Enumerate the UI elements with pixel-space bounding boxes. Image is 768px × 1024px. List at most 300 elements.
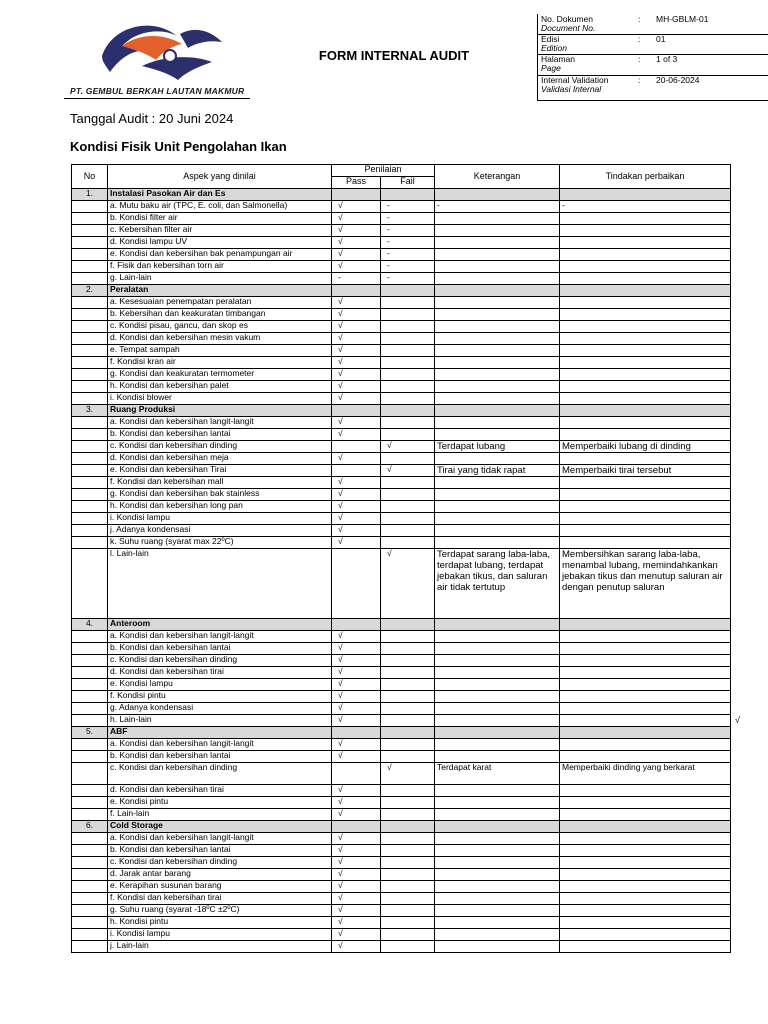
table-row xyxy=(72,739,731,751)
empty-cell xyxy=(435,189,560,201)
tindakan-cell xyxy=(560,691,731,703)
fail-cell xyxy=(381,881,435,893)
table-row xyxy=(72,465,731,477)
tindakan-cell xyxy=(560,881,731,893)
form-title: FORM INTERNAL AUDIT xyxy=(318,48,470,63)
tindakan-cell xyxy=(560,929,731,941)
fail-cell xyxy=(381,739,435,751)
tindakan-cell xyxy=(560,297,731,309)
pass-cell: √ xyxy=(332,417,381,429)
table-row xyxy=(72,393,731,405)
header-aspek: Aspek yang dinilai xyxy=(108,165,332,189)
pass-cell xyxy=(332,465,381,477)
keterangan-cell xyxy=(435,213,560,225)
keterangan-cell xyxy=(435,679,560,691)
aspect-cell: f. Fisik dan kebersihan torn air xyxy=(108,261,332,273)
tindakan-cell: Membersihkan sarang laba-laba, menambal lubang, memindahkankan jebakan tikus dan menutup saluran air dengan penutup saluran xyxy=(560,549,731,619)
pass-cell: √ xyxy=(332,691,381,703)
table-row xyxy=(72,273,731,285)
fail-cell xyxy=(381,489,435,501)
keterangan-cell xyxy=(435,321,560,333)
tindakan-cell xyxy=(560,225,731,237)
aspect-cell: f. Kondisi kran air xyxy=(108,357,332,369)
table-row xyxy=(72,691,731,703)
aspect-cell: d. Kondisi dan kebersihan meja xyxy=(108,453,332,465)
keterangan-cell xyxy=(435,703,560,715)
pass-cell: √ xyxy=(332,655,381,667)
table-row xyxy=(72,929,731,941)
aspect-cell: c. Kondisi pisau, gancu, dan skop es xyxy=(108,321,332,333)
aspect-cell: b. Kondisi filter air xyxy=(108,213,332,225)
tindakan-cell xyxy=(560,833,731,845)
tindakan-cell: - xyxy=(560,201,731,213)
tindakan-cell xyxy=(560,703,731,715)
fail-cell xyxy=(381,929,435,941)
aspect-cell: h. Lain-lain xyxy=(108,715,332,727)
keterangan-cell xyxy=(435,525,560,537)
pass-cell: √ xyxy=(332,941,381,953)
keterangan-cell xyxy=(435,655,560,667)
keterangan-cell xyxy=(435,667,560,679)
keterangan-cell xyxy=(435,477,560,489)
section-row xyxy=(72,821,731,833)
empty-cell xyxy=(435,405,560,417)
keterangan-cell xyxy=(435,833,560,845)
tindakan-cell: Memperbaiki tirai tersebut xyxy=(560,465,731,477)
row-number-cell xyxy=(72,381,108,393)
empty-cell xyxy=(332,189,381,201)
tindakan-cell xyxy=(560,321,731,333)
fail-cell xyxy=(381,715,435,727)
pass-cell: √ xyxy=(332,751,381,763)
tindakan-cell xyxy=(560,237,731,249)
company-logo xyxy=(64,14,250,100)
fail-cell: - xyxy=(381,225,435,237)
keterangan-cell xyxy=(435,345,560,357)
row-number-cell xyxy=(72,655,108,667)
keterangan-cell xyxy=(435,225,560,237)
pass-cell: √ xyxy=(332,513,381,525)
aspect-cell: j. Lain-lain xyxy=(108,941,332,953)
pass-cell: √ xyxy=(332,869,381,881)
fail-cell: - xyxy=(381,261,435,273)
fail-cell xyxy=(381,703,435,715)
tindakan-cell xyxy=(560,655,731,667)
tindakan-cell xyxy=(560,333,731,345)
empty-cell xyxy=(381,405,435,417)
pass-cell: √ xyxy=(332,369,381,381)
row-number-cell xyxy=(72,667,108,679)
aspect-cell: f. Kondisi dan kebersihan tirai xyxy=(108,893,332,905)
doc-info-value: 01 xyxy=(656,34,666,44)
row-number-cell xyxy=(72,703,108,715)
aspect-cell: d. Jarak antar barang xyxy=(108,869,332,881)
empty-cell xyxy=(332,405,381,417)
doc-info-colon: : xyxy=(638,34,641,44)
table-row xyxy=(72,917,731,929)
empty-cell xyxy=(435,727,560,739)
empty-cell xyxy=(381,189,435,201)
row-number-cell xyxy=(72,845,108,857)
tindakan-cell: Memperbaiki dinding yang berkarat xyxy=(560,763,731,785)
section-row xyxy=(72,285,731,297)
tindakan-cell xyxy=(560,261,731,273)
keterangan-cell xyxy=(435,715,560,727)
pass-cell: √ xyxy=(332,201,381,213)
row-number-cell xyxy=(72,213,108,225)
row-number-cell xyxy=(72,797,108,809)
row-number-cell xyxy=(72,453,108,465)
fail-cell xyxy=(381,321,435,333)
header-pass: Pass xyxy=(332,177,381,189)
row-number-cell xyxy=(72,297,108,309)
table-row xyxy=(72,797,731,809)
tindakan-cell xyxy=(560,357,731,369)
keterangan-cell xyxy=(435,751,560,763)
section-title: Peralatan xyxy=(108,285,332,297)
row-number-cell xyxy=(72,739,108,751)
fail-cell xyxy=(381,643,435,655)
tindakan-cell xyxy=(560,809,731,821)
section-row xyxy=(72,727,731,739)
table-row xyxy=(72,845,731,857)
tindakan-cell xyxy=(560,525,731,537)
table-row xyxy=(72,667,731,679)
aspect-cell: e. Tempat sampah xyxy=(108,345,332,357)
pass-cell: √ xyxy=(332,249,381,261)
fail-cell xyxy=(381,525,435,537)
table-row xyxy=(72,715,731,727)
pass-cell: √ xyxy=(332,297,381,309)
fail-cell xyxy=(381,809,435,821)
aspect-cell: c. Kondisi dan kebersihan dinding xyxy=(108,655,332,667)
keterangan-cell xyxy=(435,261,560,273)
document-info-box xyxy=(537,14,768,101)
keterangan-cell xyxy=(435,809,560,821)
pass-cell xyxy=(332,549,381,619)
tindakan-cell xyxy=(560,941,731,953)
table-row xyxy=(72,763,731,785)
row-number-cell xyxy=(72,513,108,525)
empty-cell xyxy=(381,727,435,739)
tindakan-cell xyxy=(560,453,731,465)
row-number-cell xyxy=(72,809,108,821)
empty-cell xyxy=(381,285,435,297)
pass-cell: - xyxy=(332,273,381,285)
table-row xyxy=(72,833,731,845)
fail-cell: - xyxy=(381,213,435,225)
aspect-cell: f. Lain-lain xyxy=(108,809,332,821)
tindakan-cell xyxy=(560,797,731,809)
tindakan-cell xyxy=(560,489,731,501)
row-number-cell xyxy=(72,881,108,893)
pass-cell: √ xyxy=(332,833,381,845)
tindakan-cell xyxy=(560,537,731,549)
pass-cell: √ xyxy=(332,321,381,333)
header-penilaian: Penilaian xyxy=(332,165,435,177)
aspect-cell: g. Suhu ruang (syarat -18ºC ±2ºC) xyxy=(108,905,332,917)
fail-cell xyxy=(381,631,435,643)
keterangan-cell xyxy=(435,631,560,643)
pass-cell: √ xyxy=(332,429,381,441)
pass-cell: √ xyxy=(332,703,381,715)
section-number: 6. xyxy=(72,821,108,833)
fail-cell xyxy=(381,797,435,809)
fail-cell xyxy=(381,345,435,357)
section-subtitle: Kondisi Fisik Unit Pengolahan Ikan xyxy=(70,139,287,154)
keterangan-cell xyxy=(435,333,560,345)
pass-cell: √ xyxy=(332,333,381,345)
tindakan-cell xyxy=(560,869,731,881)
pass-cell: √ xyxy=(332,679,381,691)
aspect-cell: c. Kebersihan filter air xyxy=(108,225,332,237)
row-number-cell xyxy=(72,643,108,655)
fail-cell xyxy=(381,905,435,917)
keterangan-cell xyxy=(435,273,560,285)
row-number-cell xyxy=(72,369,108,381)
pass-cell: √ xyxy=(332,477,381,489)
pass-cell: √ xyxy=(332,537,381,549)
aspect-cell: b. Kondisi dan kebersihan lantai xyxy=(108,429,332,441)
section-row xyxy=(72,619,731,631)
tindakan-cell xyxy=(560,715,731,727)
aspect-cell: e. Kondisi lampu xyxy=(108,679,332,691)
row-number-cell xyxy=(72,679,108,691)
tindakan-cell xyxy=(560,393,731,405)
table-row xyxy=(72,477,731,489)
pass-cell: √ xyxy=(332,261,381,273)
keterangan-cell xyxy=(435,797,560,809)
divider xyxy=(538,34,768,35)
empty-cell xyxy=(560,405,731,417)
fail-cell xyxy=(381,297,435,309)
fail-cell xyxy=(381,429,435,441)
keterangan-cell xyxy=(435,513,560,525)
row-number-cell xyxy=(72,417,108,429)
row-number-cell xyxy=(72,941,108,953)
tindakan-cell xyxy=(560,513,731,525)
fail-cell xyxy=(381,785,435,797)
section-number: 3. xyxy=(72,405,108,417)
doc-info-label: Halaman Page xyxy=(541,54,576,73)
aspect-cell: g. Kondisi dan keakuratan termometer xyxy=(108,369,332,381)
doc-info-label: Edisi Edition xyxy=(541,34,567,53)
table-row xyxy=(72,679,731,691)
aspect-cell: e. Kondisi dan kebersihan Tirai xyxy=(108,465,332,477)
aspect-cell: j. Adanya kondensasi xyxy=(108,525,332,537)
row-number-cell xyxy=(72,249,108,261)
table-row xyxy=(72,441,731,453)
pass-cell: √ xyxy=(332,345,381,357)
section-number: 4. xyxy=(72,619,108,631)
aspect-cell: d. Kondisi dan kebersihan tirai xyxy=(108,667,332,679)
table-row xyxy=(72,905,731,917)
tindakan-cell xyxy=(560,751,731,763)
fail-cell: - xyxy=(381,273,435,285)
aspect-cell: c. Kondisi dan kebersihan dinding xyxy=(108,763,332,785)
keterangan-cell xyxy=(435,489,560,501)
aspect-cell: d. Kondisi lampu UV xyxy=(108,237,332,249)
pass-cell: √ xyxy=(332,489,381,501)
row-number-cell xyxy=(72,333,108,345)
keterangan-cell xyxy=(435,417,560,429)
table-row xyxy=(72,857,731,869)
pass-cell xyxy=(332,441,381,453)
keterangan-cell: Terdapat lubang xyxy=(435,441,560,453)
fail-cell xyxy=(381,833,435,845)
header-tindakan: Tindakan perbaikan xyxy=(560,165,731,189)
aspect-cell: b. Kebersihan dan keakuratan timbangan xyxy=(108,309,332,321)
audit-table-body xyxy=(72,189,731,953)
audit-date: Tanggal Audit : 20 Juni 2024 xyxy=(70,111,234,126)
keterangan-cell: Terdapat karat xyxy=(435,763,560,785)
doc-info-colon: : xyxy=(638,75,641,85)
tindakan-cell xyxy=(560,249,731,261)
table-row xyxy=(72,381,731,393)
aspect-cell: i. Kondisi lampu xyxy=(108,513,332,525)
fail-cell xyxy=(381,941,435,953)
fail-cell xyxy=(381,501,435,513)
empty-cell xyxy=(560,189,731,201)
fail-cell xyxy=(381,691,435,703)
fail-cell: - xyxy=(381,249,435,261)
fail-cell xyxy=(381,655,435,667)
aspect-cell: l. Lain-lain xyxy=(108,549,332,619)
fail-cell: √ xyxy=(381,441,435,453)
row-number-cell xyxy=(72,429,108,441)
table-row xyxy=(72,869,731,881)
aspect-cell: i. Kondisi lampu xyxy=(108,929,332,941)
table-row xyxy=(72,881,731,893)
pass-cell: √ xyxy=(332,905,381,917)
keterangan-cell xyxy=(435,297,560,309)
pass-cell: √ xyxy=(332,917,381,929)
pass-cell: √ xyxy=(332,809,381,821)
empty-cell xyxy=(560,821,731,833)
keterangan-cell xyxy=(435,369,560,381)
section-title: Instalasi Pasokan Air dan Es xyxy=(108,189,332,201)
aspect-cell: k. Suhu ruang (syarat max 22ºC) xyxy=(108,537,332,549)
tindakan-cell xyxy=(560,213,731,225)
keterangan-cell: Terdapat sarang laba-laba, terdapat lubang, terdapat jebakan tikus, dan saluran air tidak tertutup xyxy=(435,549,560,619)
header-keterangan: Keterangan xyxy=(435,165,560,189)
table-row xyxy=(72,525,731,537)
table-row xyxy=(72,321,731,333)
pass-cell: √ xyxy=(332,845,381,857)
pass-cell: √ xyxy=(332,225,381,237)
fail-cell xyxy=(381,333,435,345)
pass-cell: √ xyxy=(332,525,381,537)
row-number-cell xyxy=(72,763,108,785)
pass-cell: √ xyxy=(332,929,381,941)
doc-info-label: No. Dokumen Document No. xyxy=(541,14,596,33)
tindakan-cell xyxy=(560,417,731,429)
keterangan-cell xyxy=(435,429,560,441)
keterangan-cell xyxy=(435,857,560,869)
table-row xyxy=(72,345,731,357)
row-number-cell xyxy=(72,465,108,477)
row-number-cell xyxy=(72,273,108,285)
aspect-cell: g. Lain-lain xyxy=(108,273,332,285)
fail-cell xyxy=(381,679,435,691)
keterangan-cell xyxy=(435,929,560,941)
section-title: ABF xyxy=(108,727,332,739)
empty-cell xyxy=(381,821,435,833)
keterangan-cell xyxy=(435,691,560,703)
row-number-cell xyxy=(72,691,108,703)
row-number-cell xyxy=(72,537,108,549)
empty-cell xyxy=(332,285,381,297)
tindakan-cell xyxy=(560,345,731,357)
table-row xyxy=(72,703,731,715)
row-number-cell xyxy=(72,345,108,357)
logo-underline xyxy=(64,98,250,99)
aspect-cell: c. Kondisi dan kebersihan dinding xyxy=(108,441,332,453)
aspect-cell: g. Adanya kondensasi xyxy=(108,703,332,715)
doc-info-value: 20-06-2024 xyxy=(656,75,700,85)
table-row xyxy=(72,751,731,763)
fail-cell xyxy=(381,513,435,525)
tindakan-cell xyxy=(560,309,731,321)
keterangan-cell xyxy=(435,643,560,655)
fail-cell xyxy=(381,393,435,405)
tindakan-cell xyxy=(560,273,731,285)
fail-cell xyxy=(381,381,435,393)
table-row xyxy=(72,941,731,953)
stray-check-mark: √ xyxy=(735,715,740,725)
fail-cell xyxy=(381,751,435,763)
pass-cell: √ xyxy=(332,393,381,405)
tindakan-cell xyxy=(560,477,731,489)
fail-cell: √ xyxy=(381,465,435,477)
tindakan-cell xyxy=(560,679,731,691)
tindakan-cell xyxy=(560,893,731,905)
aspect-cell: h. Kondisi pintu xyxy=(108,917,332,929)
empty-cell xyxy=(435,821,560,833)
aspect-cell: b. Kondisi dan kebersihan lantai xyxy=(108,643,332,655)
pass-cell: √ xyxy=(332,739,381,751)
pass-cell: √ xyxy=(332,785,381,797)
section-row xyxy=(72,189,731,201)
table-row xyxy=(72,309,731,321)
table-row xyxy=(72,369,731,381)
row-number-cell xyxy=(72,357,108,369)
pass-cell: √ xyxy=(332,857,381,869)
row-number-cell xyxy=(72,893,108,905)
table-row xyxy=(72,261,731,273)
table-row xyxy=(72,297,731,309)
keterangan-cell: Tirai yang tidak rapat xyxy=(435,465,560,477)
row-number-cell xyxy=(72,631,108,643)
pass-cell: √ xyxy=(332,381,381,393)
tindakan-cell: Memperbaiki lubang di dinding xyxy=(560,441,731,453)
keterangan-cell xyxy=(435,845,560,857)
row-number-cell xyxy=(72,261,108,273)
empty-cell xyxy=(381,619,435,631)
aspect-cell: e. Kerapihan susunan barang xyxy=(108,881,332,893)
doc-info-colon: : xyxy=(638,14,641,24)
aspect-cell: b. Kondisi dan kebersihan lantai xyxy=(108,751,332,763)
empty-cell xyxy=(435,619,560,631)
document-header xyxy=(64,14,730,100)
empty-cell xyxy=(560,285,731,297)
tindakan-cell xyxy=(560,905,731,917)
aspect-cell: f. Kondisi dan kebersihan mall xyxy=(108,477,332,489)
pass-cell: √ xyxy=(332,357,381,369)
aspect-cell: c. Kondisi dan kebersihan dinding xyxy=(108,857,332,869)
section-number: 5. xyxy=(72,727,108,739)
table-row xyxy=(72,357,731,369)
